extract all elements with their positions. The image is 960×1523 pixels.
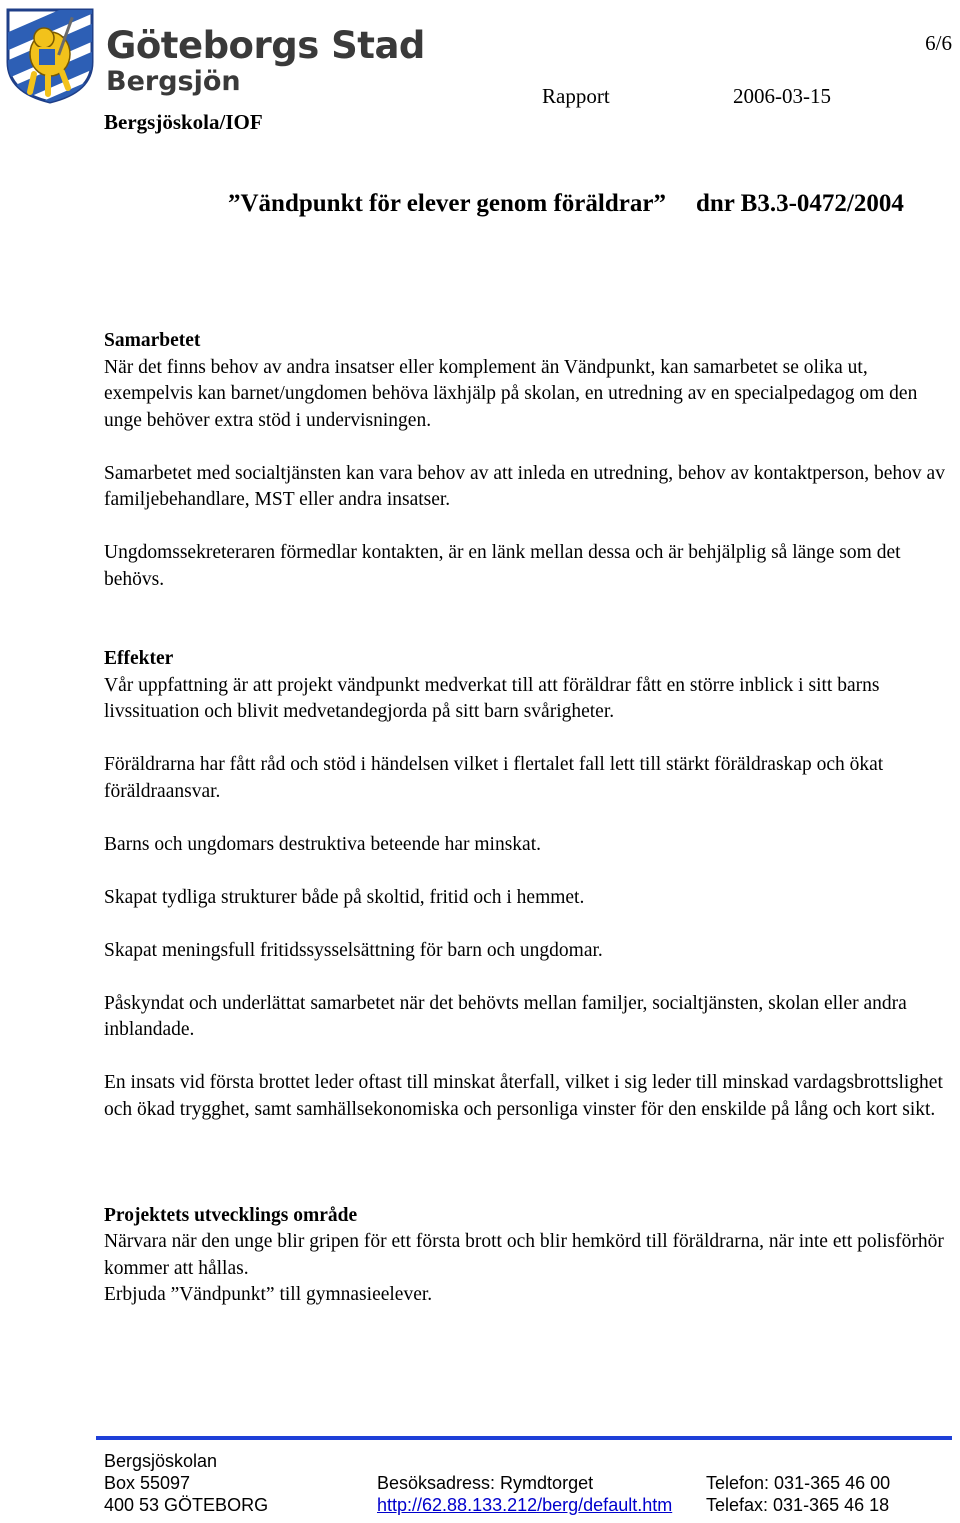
organization: Bergsjöskola/IOF <box>104 110 263 134</box>
section-effekter <box>104 646 956 1123</box>
footer-name: Bergsjöskolan <box>104 1451 218 1471</box>
footer-box: Box 55097 <box>104 1473 191 1493</box>
logo-subtitle: Bergsjön <box>106 66 241 97</box>
footer-visit <box>377 1472 672 1516</box>
footer-phone: Telefon: 031-365 46 00 <box>706 1473 891 1493</box>
footer-city: 400 53 GÖTEBORG <box>104 1495 269 1515</box>
report-date: 2006-03-15 <box>733 84 831 108</box>
paragraph: En insats vid första brottet leder oftast till minskat återfall, vilket i sig leder till minskad vardagsbrottslighet och ökad trygghet, samt samhällsekonomiska och personliga vinster för den enskilde på lång och kort sikt. <box>104 1072 943 1120</box>
section-heading: Effekter <box>104 648 174 669</box>
title-text: ”Vändpunkt för elever genom föräldrar” <box>228 190 666 217</box>
paragraph: Ungdomssekreteraren förmedlar kontakten, är en länk mellan dessa och är behjälplig så länge som det behövs. <box>104 542 901 590</box>
section-heading: Projektets utvecklings område <box>104 1204 358 1226</box>
paragraph: Vår uppfattning är att projekt vändpunkt medverkat till att föräldrar fått en större inblick i sitt barns livssituation och blivit medvetandegjorda på sitt barn svårigheter. <box>104 674 880 722</box>
report-label: Rapport <box>542 84 610 108</box>
section-samarbetet <box>104 328 956 593</box>
section-heading: Samarbetet <box>104 330 201 351</box>
footer-website-link[interactable]: http://62.88.133.212/berg/default.htm <box>377 1495 673 1515</box>
paragraph: Barns och ungdomars destruktiva beteende har minskat. <box>104 833 542 855</box>
section-utveckling <box>104 1203 956 1309</box>
logo <box>4 4 425 104</box>
footer-contact <box>706 1472 890 1516</box>
paragraph: När det finns behov av andra insatser eller komplement än Vändpunkt, kan samarbetet se olika ut, exempelvis kan barnet/ungdomen behöva läxhjälp på skolan, en utredning av en specialpedagog om den unge behöver extra stöd i undervisningen. <box>104 356 918 431</box>
paragraph: Närvara när den unge blir gripen för ett första brott och blir hemkörd till föräldrarna, när inte ett polisförhör kommer att hållas. <box>104 1231 944 1279</box>
paragraph: Samarbetet med socialtjänsten kan vara behov av att inleda en utredning, behov av kontaktperson, behov av familjebehandlare, MST eller andra insatser. <box>104 462 945 510</box>
paragraph: Föräldrarna har fått råd och stöd i händelsen vilket i flertalet fall lett till stärkt föräldraskap och ökat föräldraansvar. <box>104 754 884 802</box>
paragraph: Skapat meningsfull fritidssysselsättning för barn och ungdomar. <box>104 939 603 961</box>
footer-address <box>104 1450 268 1516</box>
document-body <box>104 328 956 1335</box>
footer-rule <box>96 1436 952 1440</box>
footer-fax: Telefax: 031-365 46 18 <box>706 1495 890 1515</box>
logo-title: Göteborgs Stad <box>106 24 425 67</box>
paragraph: Skapat tydliga strukturer både på skoltid, fritid och i hemmet. <box>104 886 585 908</box>
city-crest-icon <box>4 4 96 104</box>
document-title <box>228 190 904 218</box>
dnr-number: dnr B3.3-0472/2004 <box>695 190 904 217</box>
paragraph: Erbjuda ”Vändpunkt” till gymnasieelever. <box>104 1284 433 1305</box>
page-number: 6/6 <box>925 31 952 55</box>
footer-visit-address: Besöksadress: Rymdtorget <box>377 1473 594 1493</box>
paragraph: Påskyndat och underlättat samarbetet när det behövts mellan familjer, socialtjänsten, skolan eller andra inblandade. <box>104 992 907 1040</box>
